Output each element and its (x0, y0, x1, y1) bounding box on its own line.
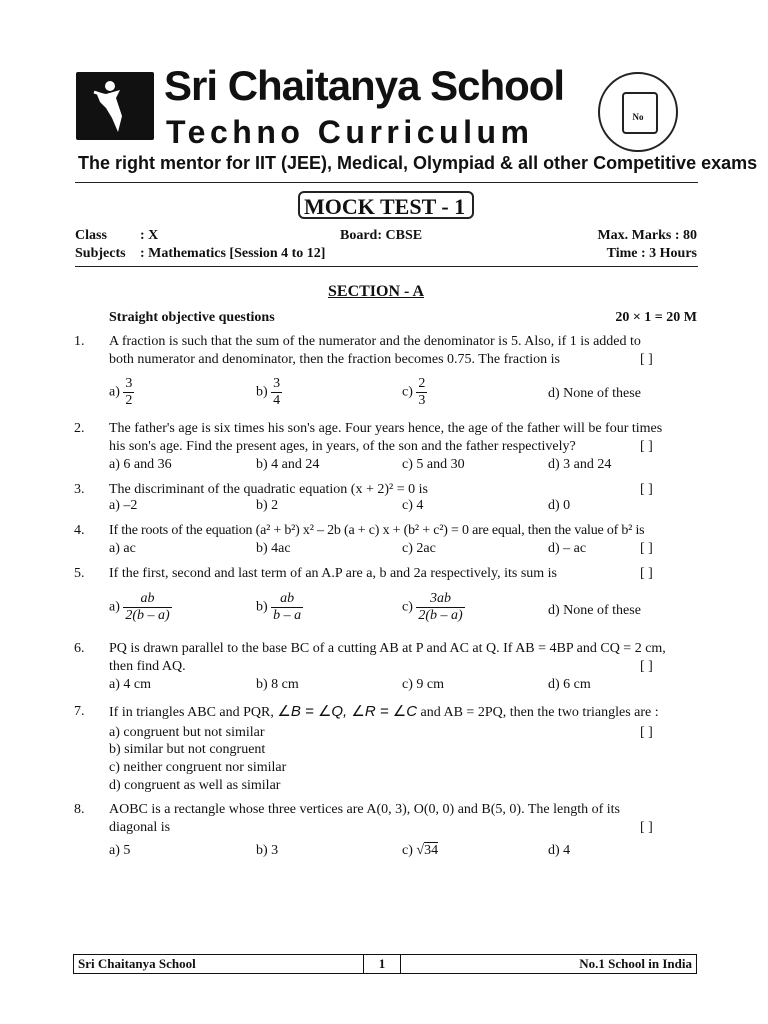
q2-number: 2. (74, 421, 85, 436)
q1-a-denominator: 2 (125, 393, 133, 408)
q8-option-c-label: c) (402, 843, 413, 858)
q4-answer-bracket[interactable]: [ ] (640, 541, 653, 556)
duration: Time : 3 Hours (606, 246, 697, 261)
q7-answer-bracket[interactable]: [ ] (640, 725, 653, 740)
q5-option-a-fraction (123, 591, 171, 624)
q5-option-a-label: a) (109, 599, 120, 615)
header-divider (75, 182, 698, 183)
q2-option-d: d) 3 and 24 (548, 457, 612, 472)
q2-line1: The father's age is six times his son's age. Four years hence, the age of the father will be four times (109, 421, 663, 436)
q5-option-d: d) None of these (548, 603, 641, 618)
q6-option-c: c) 9 cm (402, 677, 444, 692)
q1-line1: A fraction is such that the sum of the numerator and the denominator is 5. Also, if 1 is added to (109, 334, 641, 349)
q7-option-a: a) congruent but not similar (109, 725, 265, 740)
q4-option-c: c) 2ac (402, 541, 436, 556)
q5-option-b (256, 591, 303, 624)
q1-option-a (109, 376, 134, 409)
subjects-value: : Mathematics [Session 4 to 12] (140, 246, 326, 261)
q6-line1: PQ is drawn parallel to the base BC of a cutting AB at P and AC at Q. If AB = 4BP and CQ = 2 cm, (109, 641, 666, 656)
q5-b-denominator: b – a (273, 608, 302, 623)
section-title: SECTION - A (328, 283, 425, 300)
q6-number: 6. (74, 641, 85, 656)
q1-a-numerator: 3 (125, 376, 133, 391)
q1-option-d: d) None of these (548, 386, 641, 401)
q4-line1: If the roots of the equation (a² + b²) x² – 2b (a + c) x + (b² + c²) = 0 are equal, then the value of b² is (109, 523, 645, 538)
q8-c-radicand: 34 (424, 843, 439, 858)
brand-name: Sri Chaitanya School (164, 62, 565, 109)
q5-option-c-label: c) (402, 599, 413, 615)
q6-option-a: a) 4 cm (109, 677, 151, 692)
q2-option-a: a) 6 and 36 (109, 457, 172, 472)
q4-number: 4. (74, 523, 85, 538)
q5-answer-bracket[interactable]: [ ] (640, 566, 653, 581)
q1-c-denominator: 3 (418, 393, 426, 408)
q5-line1: If the first, second and last term of an A.P are a, b and 2a respectively, its sum is (109, 566, 558, 581)
q7-line1-math: ∠B = ∠Q, ∠R = ∠C (277, 703, 418, 720)
q1-option-c-label: c) (402, 384, 413, 400)
q8-line1: AOBC is a rectangle whose three vertices are A(0, 3), O(0, 0) and B(5, 0). The length of its (109, 802, 620, 817)
class-label: Class (75, 228, 107, 243)
q2-answer-bracket[interactable]: [ ] (640, 439, 653, 454)
q6-answer-bracket[interactable]: [ ] (640, 659, 653, 674)
q2-option-b: b) 4 and 24 (256, 457, 320, 472)
q2-line2: his son's age. Find the present ages, in years, of the son and the father respectively? (109, 439, 576, 454)
q7-line1 (109, 703, 659, 722)
q1-b-numerator: 3 (273, 376, 281, 391)
q5-option-a (109, 591, 172, 624)
q1-option-a-label: a) (109, 384, 120, 400)
q5-option-c-fraction (416, 591, 464, 624)
meta-divider (75, 266, 698, 267)
sqrt-icon: √ (416, 843, 425, 858)
q4-option-b: b) 4ac (256, 541, 291, 556)
q5-option-b-fraction (271, 591, 303, 624)
q5-b-numerator: ab (271, 591, 303, 608)
q8-number: 8. (74, 802, 85, 817)
q1-option-c-fraction (416, 376, 427, 409)
q8-option-c (402, 842, 438, 860)
q8-option-b: b) 3 (256, 843, 279, 858)
q3-line1: The discriminant of the quadratic equation (x + 2)² = 0 is (109, 482, 428, 497)
q1-b-denominator: 4 (273, 393, 281, 408)
board: Board: CBSE (340, 228, 423, 243)
q1-line2: both numerator and denominator, then the fraction becomes 0.75. The fraction is (109, 352, 560, 367)
brand-subtitle: Techno Curriculum (166, 114, 534, 150)
q7-option-d: d) congruent as well as similar (109, 778, 281, 793)
q7-line1-post: and AB = 2PQ, then the two triangles are : (420, 705, 659, 720)
q6-line2: then find AQ. (109, 659, 186, 674)
school-logo (76, 72, 154, 140)
section-subtitle: Straight objective questions (109, 310, 275, 325)
q4-option-d: d) – ac (548, 541, 587, 556)
q5-c-numerator: 3ab (416, 591, 464, 608)
q5-a-numerator: ab (123, 591, 171, 608)
q2-option-c: c) 5 and 30 (402, 457, 465, 472)
class-value: : X (140, 228, 159, 243)
q5-option-b-label: b) (256, 599, 268, 615)
max-marks: Max. Marks : 80 (597, 228, 697, 243)
q1-answer-bracket[interactable]: [ ] (640, 352, 653, 367)
q1-option-a-fraction (123, 376, 134, 409)
no1-seal (598, 72, 678, 152)
section-marks: 20 × 1 = 20 M (615, 310, 697, 325)
q1-option-c (402, 376, 427, 409)
footer-school: Sri Chaitanya School (78, 956, 196, 971)
page-title: MOCK TEST - 1 (298, 191, 474, 219)
q3-option-c: c) 4 (402, 498, 424, 513)
q1-c-numerator: 2 (418, 376, 426, 391)
page-number: 1 (363, 955, 401, 973)
q3-option-a: a) –2 (109, 498, 138, 513)
q1-option-b-fraction (271, 376, 282, 409)
tagline: The right mentor for IIT (JEE), Medical, Olympiad & all other Competitive exams (78, 153, 758, 173)
q7-line1-pre: If in triangles ABC and PQR, (109, 705, 274, 720)
subjects-label: Subjects (75, 246, 126, 261)
q6-option-d: d) 6 cm (548, 677, 591, 692)
q8-option-a: a) 5 (109, 843, 131, 858)
runner-logo-icon (76, 72, 154, 140)
q3-option-d: d) 0 (548, 498, 571, 513)
q1-number: 1. (74, 334, 85, 349)
q5-a-denominator: 2(b – a) (125, 608, 170, 623)
footer-tagline: No.1 School in India (579, 956, 692, 971)
q7-option-c: c) neither congruent nor similar (109, 760, 287, 775)
q3-answer-bracket[interactable]: [ ] (640, 482, 653, 497)
q7-option-b: b) similar but not congruent (109, 742, 266, 757)
q5-c-denominator: 2(b – a) (418, 608, 463, 623)
footer (73, 954, 697, 974)
q5-number: 5. (74, 566, 85, 581)
q4-option-a: a) ac (109, 541, 136, 556)
q8-option-d: d) 4 (548, 843, 571, 858)
q8-line2: diagonal is (109, 820, 171, 835)
q5-option-c (402, 591, 465, 624)
q7-number: 7. (74, 704, 85, 719)
q3-number: 3. (74, 482, 85, 497)
q1-option-b (256, 376, 282, 409)
q8-answer-bracket[interactable]: [ ] (640, 820, 653, 835)
q1-option-b-label: b) (256, 384, 268, 400)
q3-option-b: b) 2 (256, 498, 279, 513)
q6-option-b: b) 8 cm (256, 677, 299, 692)
seal-text: No (632, 112, 644, 122)
